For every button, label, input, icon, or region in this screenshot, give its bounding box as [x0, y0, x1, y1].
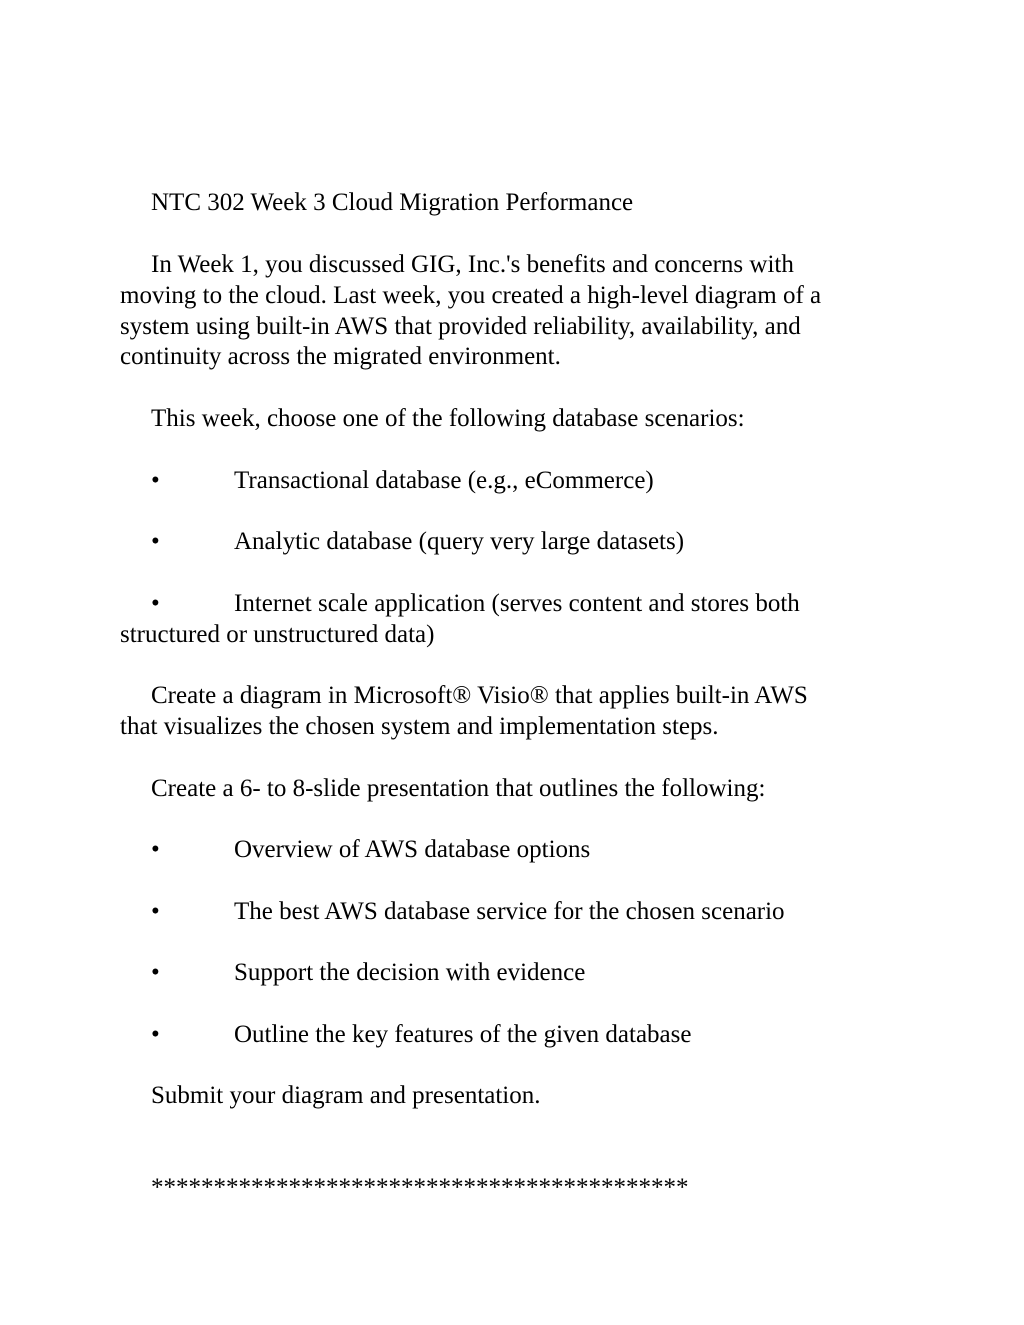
intro-line-3: system using built-in AWS that provided reliability, availability, and — [120, 313, 801, 340]
bullet-icon: • — [151, 959, 160, 986]
document-title: NTC 302 Week 3 Cloud Migration Performance — [151, 189, 634, 216]
diagram-instruction-line-1: Create a diagram in Microsoft® Visio® that applies built-in AWS — [151, 682, 808, 709]
bullet-icon: • — [151, 590, 160, 617]
outline-item-best-service — [0, 896, 1024, 927]
scenario-item-transactional — [0, 465, 1024, 496]
outline-text: Outline the key features of the given database — [234, 1021, 692, 1048]
scenario-continuation: structured or unstructured data) — [120, 621, 435, 648]
outline-text: Overview of AWS database options — [234, 836, 591, 863]
bullet-icon: • — [151, 528, 160, 555]
diagram-instruction-line-2: that visualizes the chosen system and implementation steps. — [120, 713, 719, 740]
outline-item-overview — [0, 834, 1024, 865]
intro-line-4: continuity across the migrated environment. — [120, 343, 561, 370]
asterisk-divider: ******************************************* — [151, 1174, 689, 1201]
scenario-text: Transactional database (e.g., eCommerce) — [234, 467, 654, 494]
submit-instruction: Submit your diagram and presentation. — [151, 1082, 541, 1109]
intro-line-1: In Week 1, you discussed GIG, Inc.'s benefits and concerns with — [151, 251, 794, 278]
bullet-icon: • — [151, 836, 160, 863]
intro-line-2: moving to the cloud. Last week, you created a high-level diagram of a — [120, 282, 822, 309]
bullet-icon: • — [151, 467, 160, 494]
presentation-prompt: Create a 6- to 8-slide presentation that outlines the following: — [151, 775, 766, 802]
scenario-text: Analytic database (query very large datasets) — [234, 528, 685, 555]
scenario-item-analytic — [0, 526, 1024, 557]
scenario-item-internet-scale — [0, 588, 1024, 619]
choose-prompt: This week, choose one of the following database scenarios: — [151, 405, 745, 432]
scenario-text: Internet scale application (serves content and stores both — [234, 590, 800, 617]
outline-item-key-features — [0, 1019, 1024, 1050]
bullet-icon: • — [151, 898, 160, 925]
outline-text: Support the decision with evidence — [234, 959, 586, 986]
outline-item-support — [0, 957, 1024, 988]
bullet-icon: • — [151, 1021, 160, 1048]
outline-text: The best AWS database service for the chosen scenario — [234, 898, 785, 925]
